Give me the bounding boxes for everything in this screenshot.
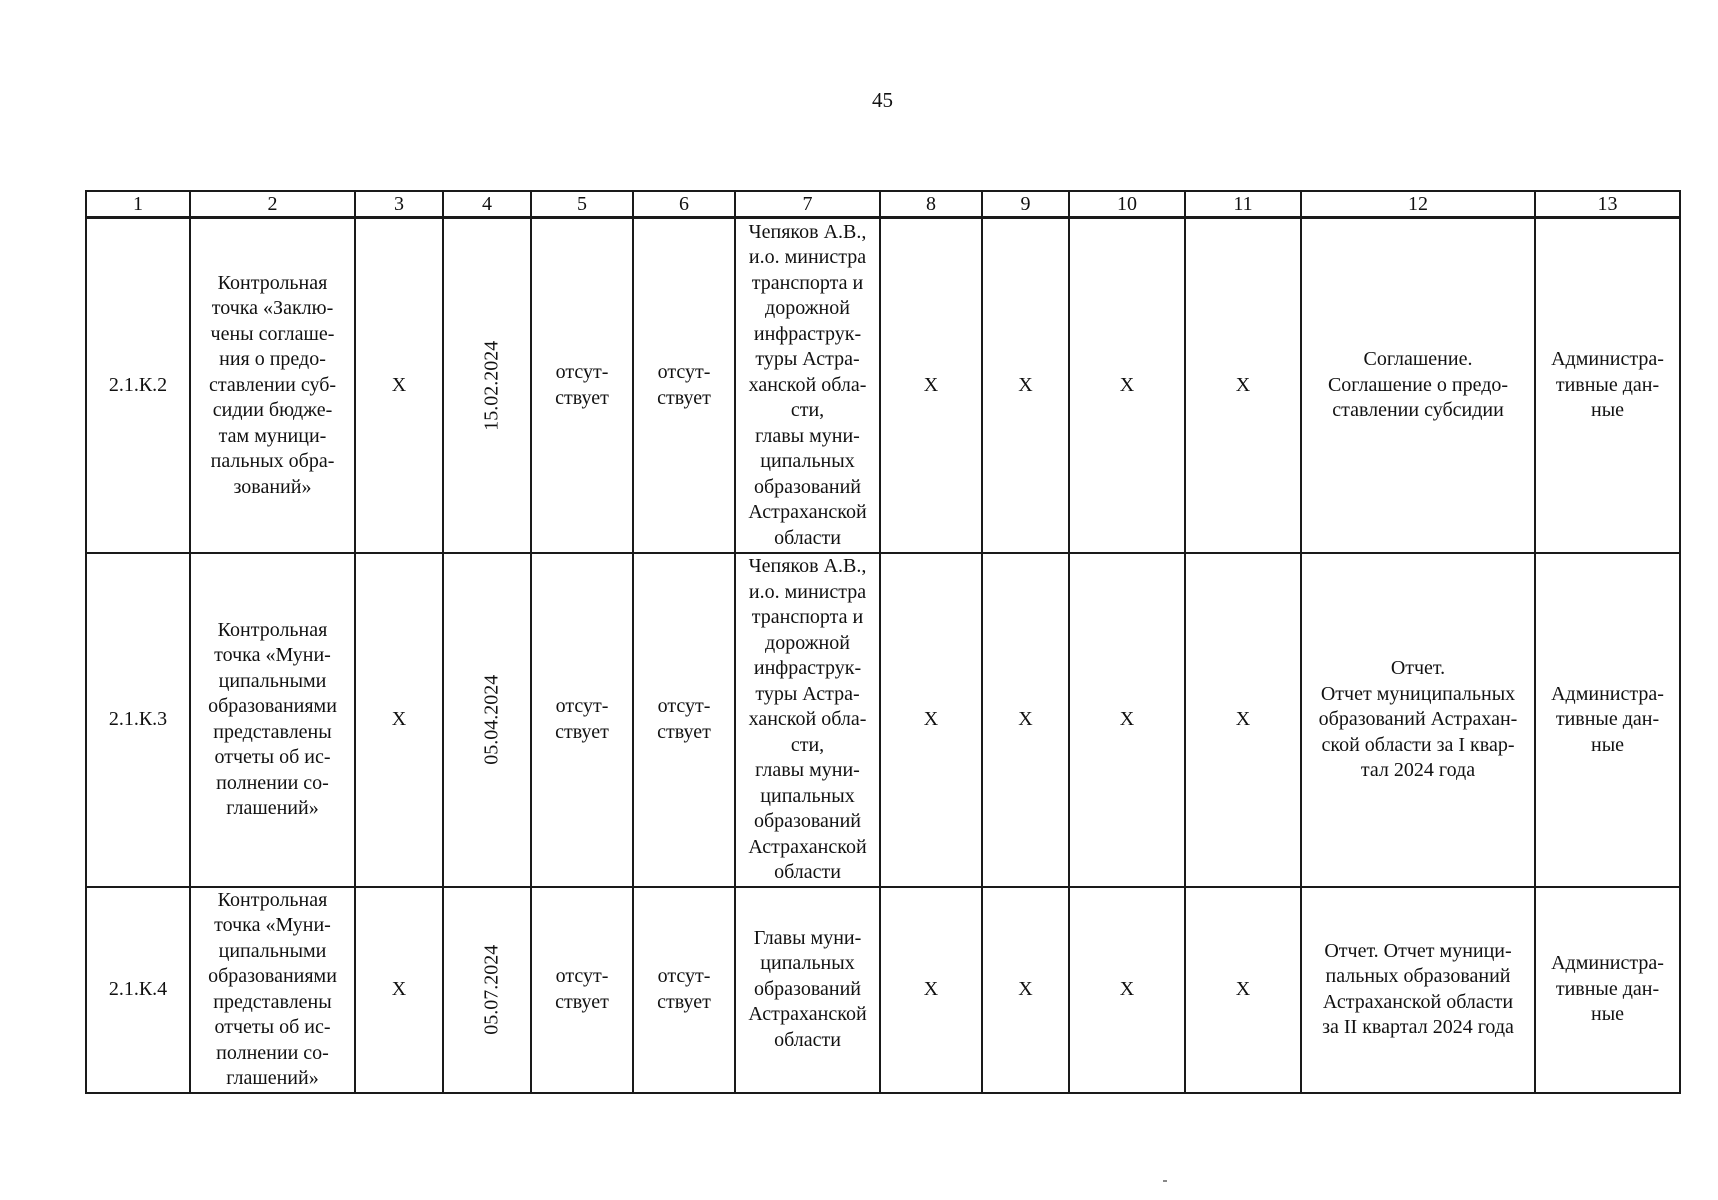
- column-header: 10: [1069, 191, 1185, 218]
- absent-text: отсут- ствует: [633, 887, 735, 1093]
- scan-speck: [1163, 1180, 1167, 1182]
- absent-text: отсут- ствует: [633, 218, 735, 554]
- date-cell: [443, 218, 531, 554]
- responsible-text: Главы муни- ципальных образований Астраханской области: [735, 887, 880, 1093]
- x-mark: Х: [1069, 553, 1185, 887]
- table-row: [86, 553, 1680, 887]
- table-row: [86, 887, 1680, 1093]
- x-mark: Х: [982, 887, 1069, 1093]
- x-mark: Х: [880, 218, 982, 554]
- page-number: 45: [872, 88, 893, 112]
- control-point-text: Контрольная точка «Заклю- чены соглаше- ния о предо- ставлении суб- сидии бюдже- там муници- пальных обра- зований»: [190, 218, 355, 554]
- column-number-row: [86, 191, 1680, 218]
- absent-text: отсут- ствует: [531, 553, 633, 887]
- column-header: 8: [880, 191, 982, 218]
- document-type-text: Соглашение. Соглашение о предо- ставлении субсидии: [1301, 218, 1535, 554]
- x-mark: Х: [355, 553, 443, 887]
- column-header: 4: [443, 191, 531, 218]
- column-header: 5: [531, 191, 633, 218]
- column-header: 1: [86, 191, 190, 218]
- control-point-text: Контрольная точка «Муни- ципальными образованиями представлены отчеты об ис- полнении со- глашений»: [190, 887, 355, 1093]
- column-header: 6: [633, 191, 735, 218]
- control-points-table: [85, 190, 1681, 1094]
- absent-text: отсут- ствует: [633, 553, 735, 887]
- control-point-text: Контрольная точка «Муни- ципальными образованиями представлены отчеты об ис- полнении со- глашений»: [190, 553, 355, 887]
- column-header: 11: [1185, 191, 1301, 218]
- x-mark: Х: [1185, 218, 1301, 554]
- row-code: 2.1.К.2: [86, 218, 190, 554]
- data-source-text: Администра- тивные дан- ные: [1535, 887, 1680, 1093]
- column-header: 2: [190, 191, 355, 218]
- x-mark: Х: [880, 887, 982, 1093]
- column-header: 13: [1535, 191, 1680, 218]
- row-code: 2.1.К.4: [86, 887, 190, 1093]
- document-type-text: Отчет. Отчет муници- пальных образований Астраханской области за II квартал 2024 года: [1301, 887, 1535, 1093]
- absent-text: отсут- ствует: [531, 218, 633, 554]
- date-cell: [443, 553, 531, 887]
- x-mark: Х: [1185, 553, 1301, 887]
- document-type-text: Отчет. Отчет муниципальных образований Астрахан- ской области за I квар- тал 2024 года: [1301, 553, 1535, 887]
- x-mark: Х: [355, 887, 443, 1093]
- column-header: 7: [735, 191, 880, 218]
- x-mark: Х: [982, 218, 1069, 554]
- column-header: 9: [982, 191, 1069, 218]
- table-row: [86, 218, 1680, 554]
- x-mark: Х: [355, 218, 443, 554]
- data-source-text: Администра- тивные дан- ные: [1535, 218, 1680, 554]
- x-mark: Х: [1069, 218, 1185, 554]
- date-cell: [443, 887, 531, 1093]
- x-mark: Х: [880, 553, 982, 887]
- data-source-text: Администра- тивные дан- ные: [1535, 553, 1680, 887]
- x-mark: Х: [982, 553, 1069, 887]
- column-header: 3: [355, 191, 443, 218]
- x-mark: Х: [1185, 887, 1301, 1093]
- responsible-text: Чепяков А.В., и.о. министра транспорта и дорожной инфраструк- туры Астра- ханской обла- сти, главы муни- ципальных образований Астраханской области: [735, 218, 880, 554]
- absent-text: отсут- ствует: [531, 887, 633, 1093]
- x-mark: Х: [1069, 887, 1185, 1093]
- rotated-date: 15.02.2024: [480, 340, 503, 431]
- row-code: 2.1.К.3: [86, 553, 190, 887]
- rotated-date: 05.07.2024: [480, 944, 503, 1035]
- rotated-date: 05.04.2024: [480, 674, 503, 765]
- responsible-text: Чепяков А.В., и.о. министра транспорта и дорожной инфраструк- туры Астра- ханской обла- сти, главы муни- ципальных образований Астраханской области: [735, 553, 880, 887]
- column-header: 12: [1301, 191, 1535, 218]
